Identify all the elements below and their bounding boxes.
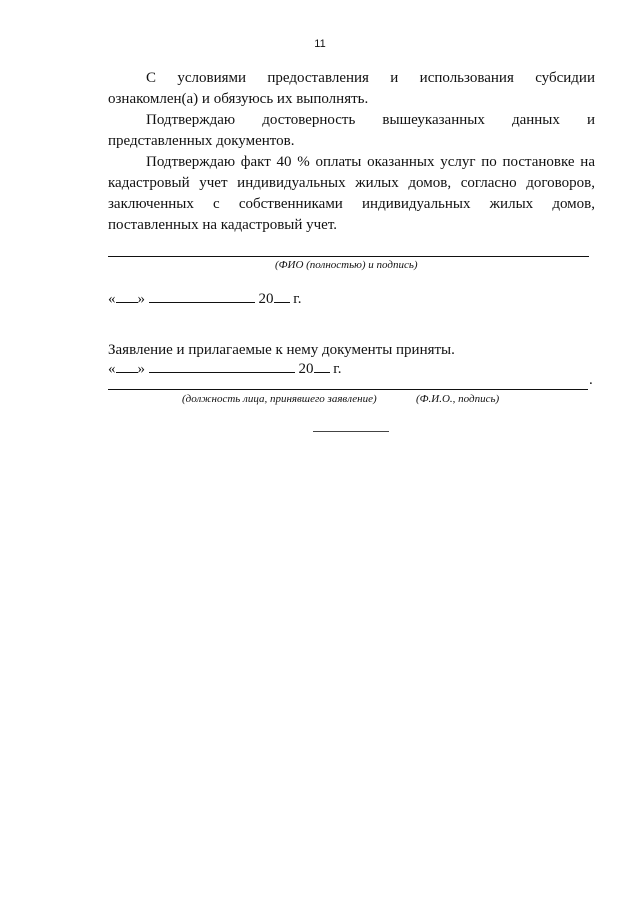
acceptance-month-blank (149, 360, 295, 373)
date-open-quote: « (108, 291, 116, 307)
end-separator (313, 431, 389, 432)
acceptance-position-caption: (должность лица, принявшего заявление) (182, 393, 377, 405)
year-prefix: 20 (258, 291, 274, 307)
signature-line (108, 256, 589, 257)
acceptance-year-suffix: г. (333, 361, 342, 377)
acceptance-name-caption: (Ф.И.О., подпись) (416, 393, 500, 405)
year-blank (274, 290, 290, 303)
acceptance-statement: Заявление и прилагаемые к нему документы приняты. (108, 342, 455, 358)
page-number: 11 (314, 38, 326, 50)
month-blank (149, 290, 255, 303)
acceptance-line-end: . (589, 372, 593, 388)
acceptance-open-quote: « (108, 361, 116, 377)
signature-caption: (ФИО (полностью) и подпись) (275, 259, 418, 271)
acceptance-year-blank (314, 360, 330, 373)
date-close-quote: » (137, 291, 145, 307)
paragraph-confirm-payment: Подтверждаю факт 40 % оплаты оказанных услуг по постановке на кадастровый учет индивидуальных жилых домов, согласно договоров, заключенных с собственниками индивидуальных жилых домов, поставленных на кадастровый учет. (108, 154, 595, 233)
date-line (108, 290, 301, 308)
paragraph-terms-agreement: С условиями предоставления и использования субсидии ознакомлен(а) и обязуюсь их выполнять. (108, 70, 595, 107)
acceptance-close-quote: » (137, 361, 145, 377)
day-blank (116, 290, 138, 303)
acceptance-date-line (108, 360, 341, 378)
acceptance-year-prefix: 20 (298, 361, 314, 377)
year-suffix: г. (293, 291, 302, 307)
paragraph-confirm-accuracy: Подтверждаю достоверность вышеуказанных данных и представленных документов. (108, 112, 595, 149)
acceptance-day-blank (116, 360, 138, 373)
acceptance-signature-line (108, 389, 588, 390)
